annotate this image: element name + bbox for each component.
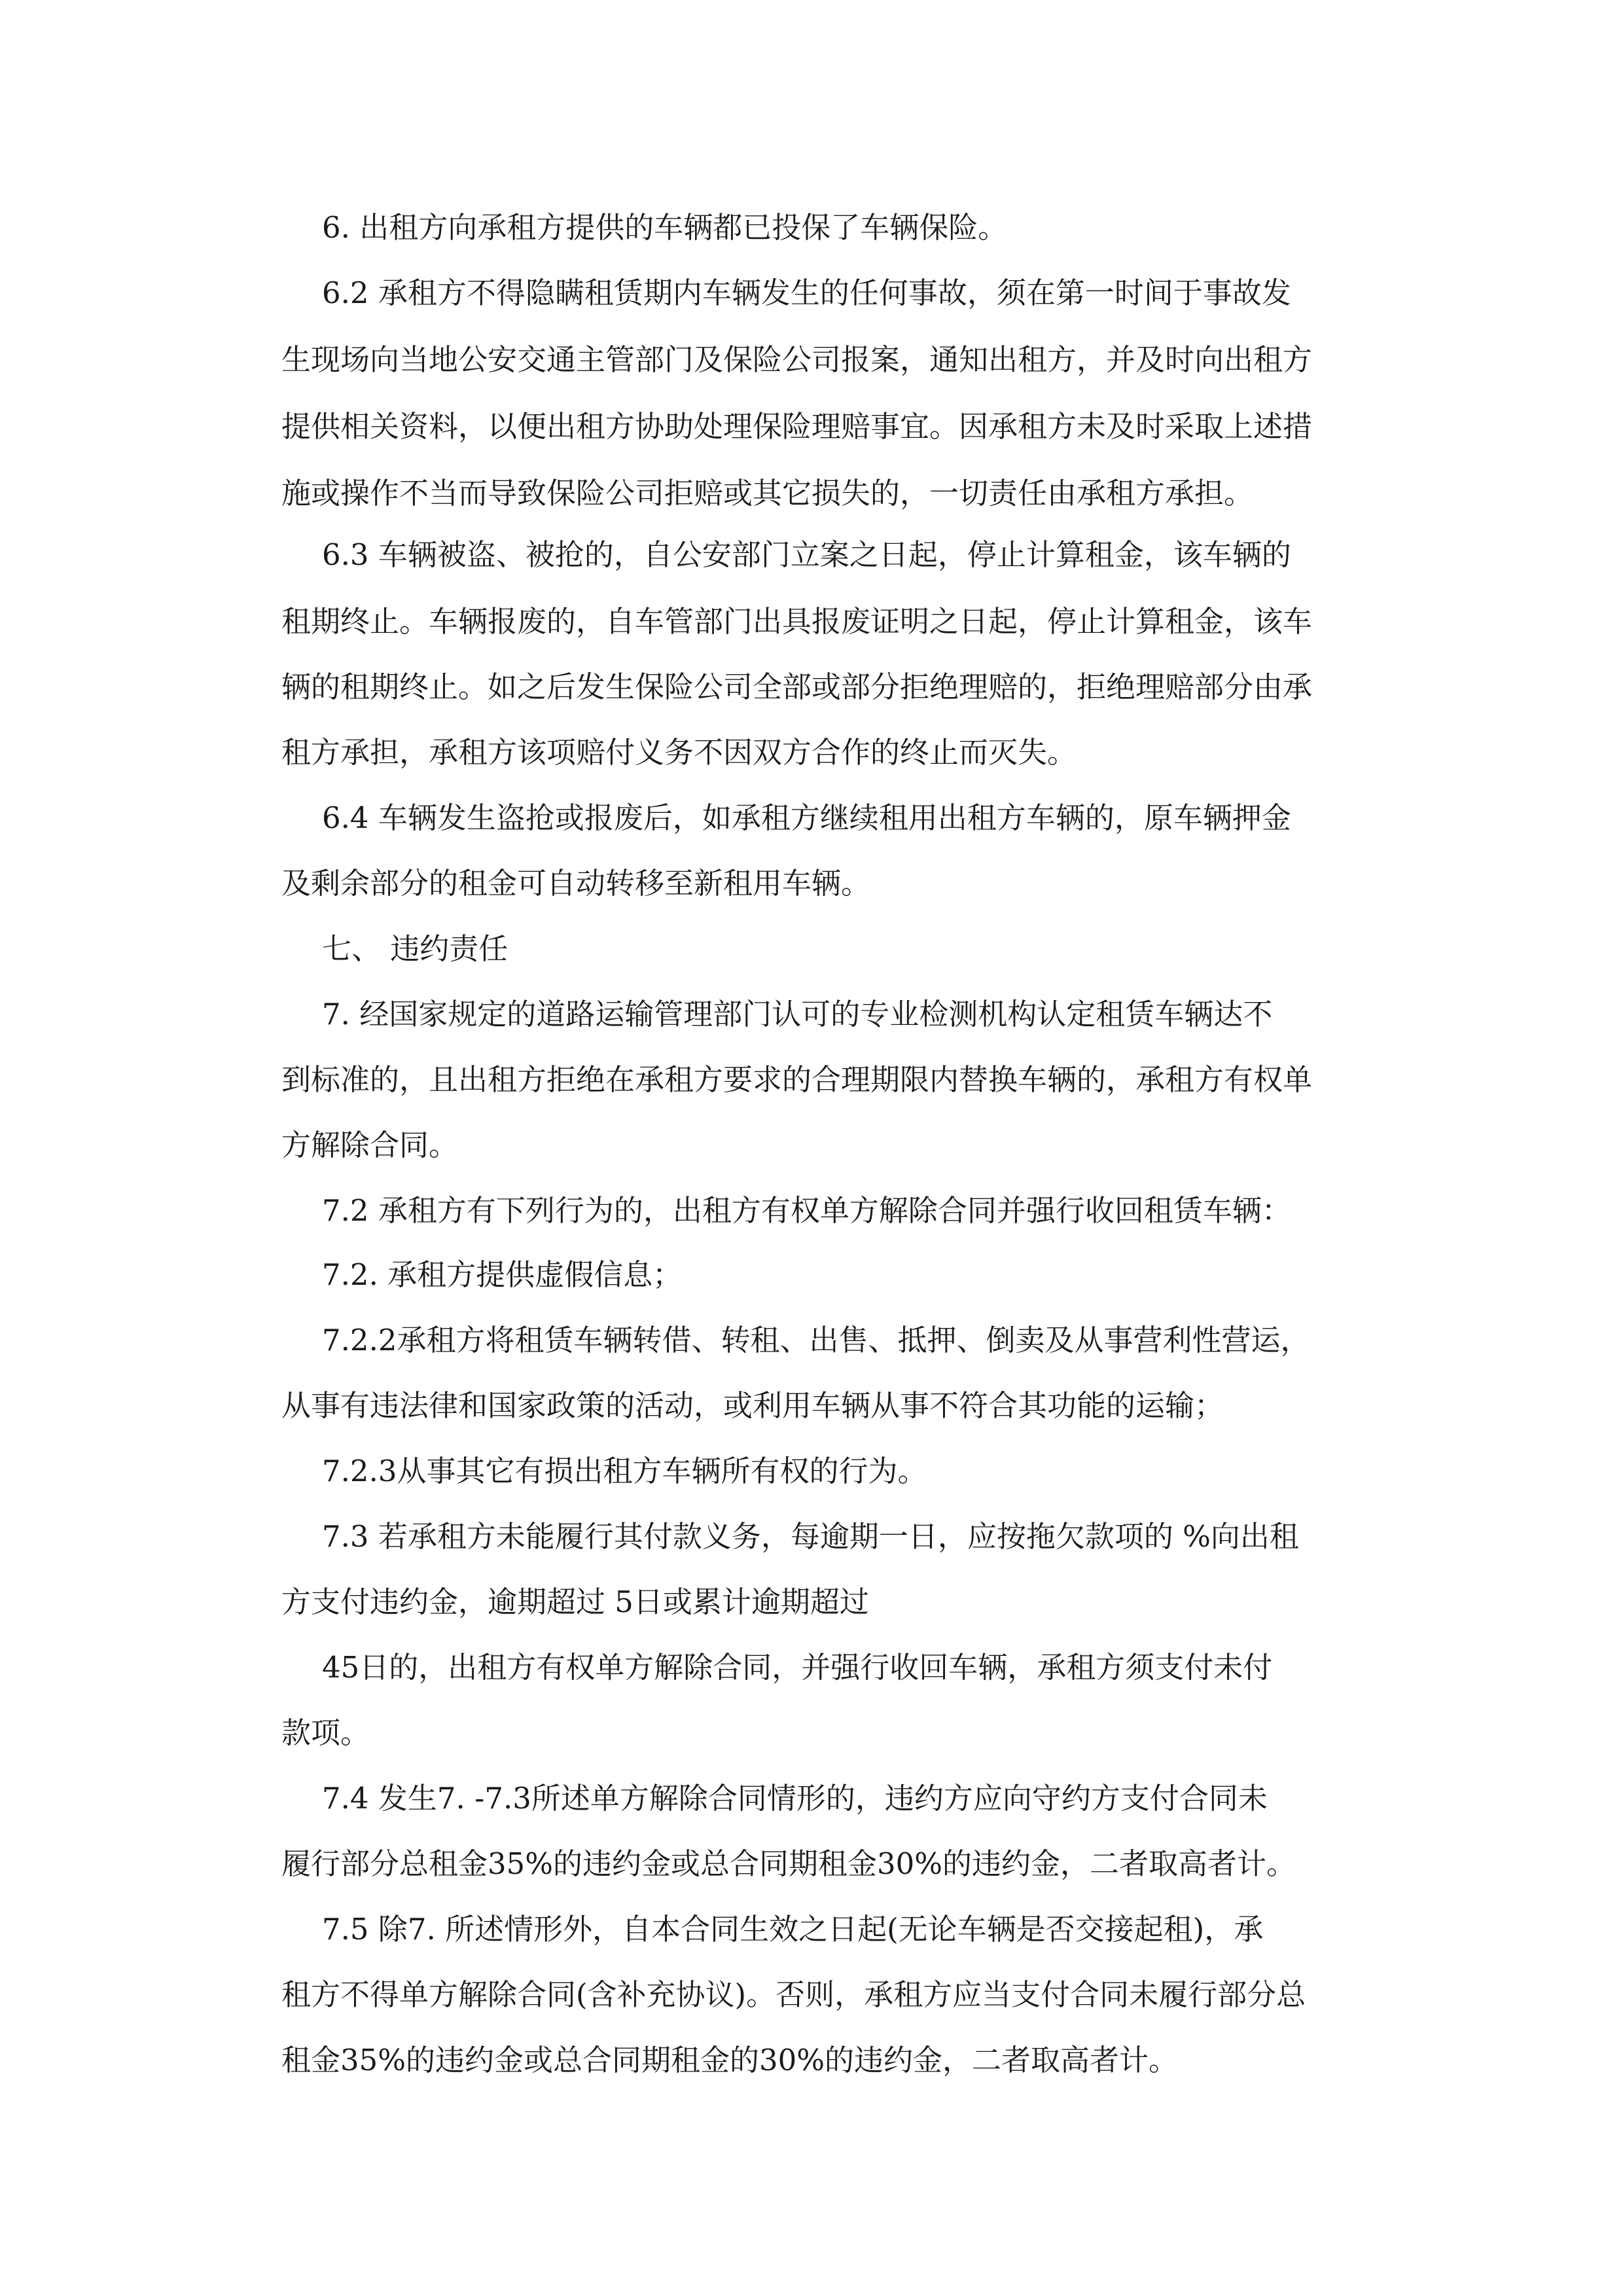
paragraph-7-4-line-1: 7.4 发生7. -7.3所述单方解除合同情形的，违约方应向守约方支付合同未 (322, 1781, 1268, 1816)
section-heading-breach-liability: 七、 违约责任 (322, 931, 508, 966)
paragraph-2-line-4: 施或操作不当而导致保险公司拒赔或其它损失的，一切责任由承租方承担。 (281, 476, 1254, 511)
paragraph-3-line-3: 辆的租期终止。如之后发生保险公司全部或部分拒绝理赔的，拒绝理赔部分由承 (281, 670, 1313, 704)
paragraph-4-line-1: 6.4 车辆发生盗抢或报废后，如承租方继续租用出租方车辆的，原车辆押金 (322, 800, 1291, 835)
paragraph-7-3-line-2: 方支付违约金，逾期超过 5日或累计逾期超过 (281, 1585, 869, 1619)
paragraph-7-2-2-line-2: 从事有违法律和国家政策的活动，或利用车辆从事不符合其功能的运输； (281, 1388, 1224, 1423)
paragraph-7-3-cont-line-1: 45日的，出租方有权单方解除合同，并强行收回车辆，承租方须支付未付 (322, 1650, 1273, 1685)
paragraph-2-line-2: 生现场向当地公安交通主管部门及保险公司报案，通知出租方，并及时向出租方 (281, 342, 1313, 377)
paragraph-2-line-3: 提供相关资料，以便出租方协助处理保险理赔事宜。因承租方未及时采取上述措 (281, 409, 1313, 444)
paragraph-2-line-1: 6.2 承租方不得隐瞒租赁期内车辆发生的任何事故，须在第一时间于事故发 (322, 276, 1291, 310)
paragraph-4-line-2: 及剩余部分的租金可自动转移至新租用车辆。 (281, 866, 871, 901)
paragraph-7-line-1: 7. 经国家规定的道路运输管理部门认可的专业检测机构认定租赁车辆达不 (322, 997, 1273, 1031)
paragraph-7-2-3-line-1: 7.2.3从事其它有损出租方车辆所有权的行为。 (322, 1454, 927, 1488)
paragraph-3-line-2: 租期终止。车辆报废的，自车管部门出具报废证明之日起，停止计算租金，该车 (281, 604, 1313, 639)
paragraph-7-3-cont-line-2: 款项。 (281, 1715, 370, 1750)
paragraph-7-line-3: 方解除合同。 (281, 1128, 459, 1162)
paragraph-3-line-1: 6.3 车辆被盗、被抢的，自公安部门立案之日起，停止计算租金，该车辆的 (322, 537, 1291, 572)
paragraph-7-line-2: 到标准的，且出租方拒绝在承租方要求的合理期限内替换车辆的，承租方有权单 (281, 1062, 1313, 1097)
paragraph-7-2-line-1: 7.2 承租方有下列行为的，出租方有权单方解除合同并强行收回租赁车辆： (322, 1193, 1291, 1228)
paragraph-7-5-line-1: 7.5 除7. 所述情形外，自本合同生效之日起(无论车辆是否交接起租)，承 (322, 1912, 1264, 1946)
paragraph-3-line-4: 租方承担，承租方该项赔付义务不因双方合作的终止而灭失。 (281, 735, 1077, 770)
paragraph-7-2-2-line-1: 7.2.2承租方将租赁车辆转借、转租、出售、抵押、倒卖及从事营利性营运， (322, 1323, 1310, 1357)
paragraph-7-5-line-3: 租金35%的违约金或总合同期租金的30%的违约金，二者取高者计。 (281, 2043, 1179, 2077)
paragraph-7-3-line-1: 7.3 若承租方未能履行其付款义务，每逾期一日，应按拖欠款项的 %向出租 (322, 1519, 1299, 1554)
paragraph-7-2-1-line-1: 7.2. 承租方提供虚假信息； (322, 1257, 683, 1292)
paragraph-7-5-line-2: 租方不得单方解除合同(含补充协议)。否则，承租方应当支付合同未履行部分总 (281, 1977, 1306, 2012)
paragraph-7-4-line-2: 履行部分总租金35%的违约金或总合同期租金30%的违约金，二者取高者计。 (281, 1846, 1296, 1881)
paragraph-1-line-1: 6. 出租方向承租方提供的车辆都已投保了车辆保险。 (322, 210, 1008, 245)
